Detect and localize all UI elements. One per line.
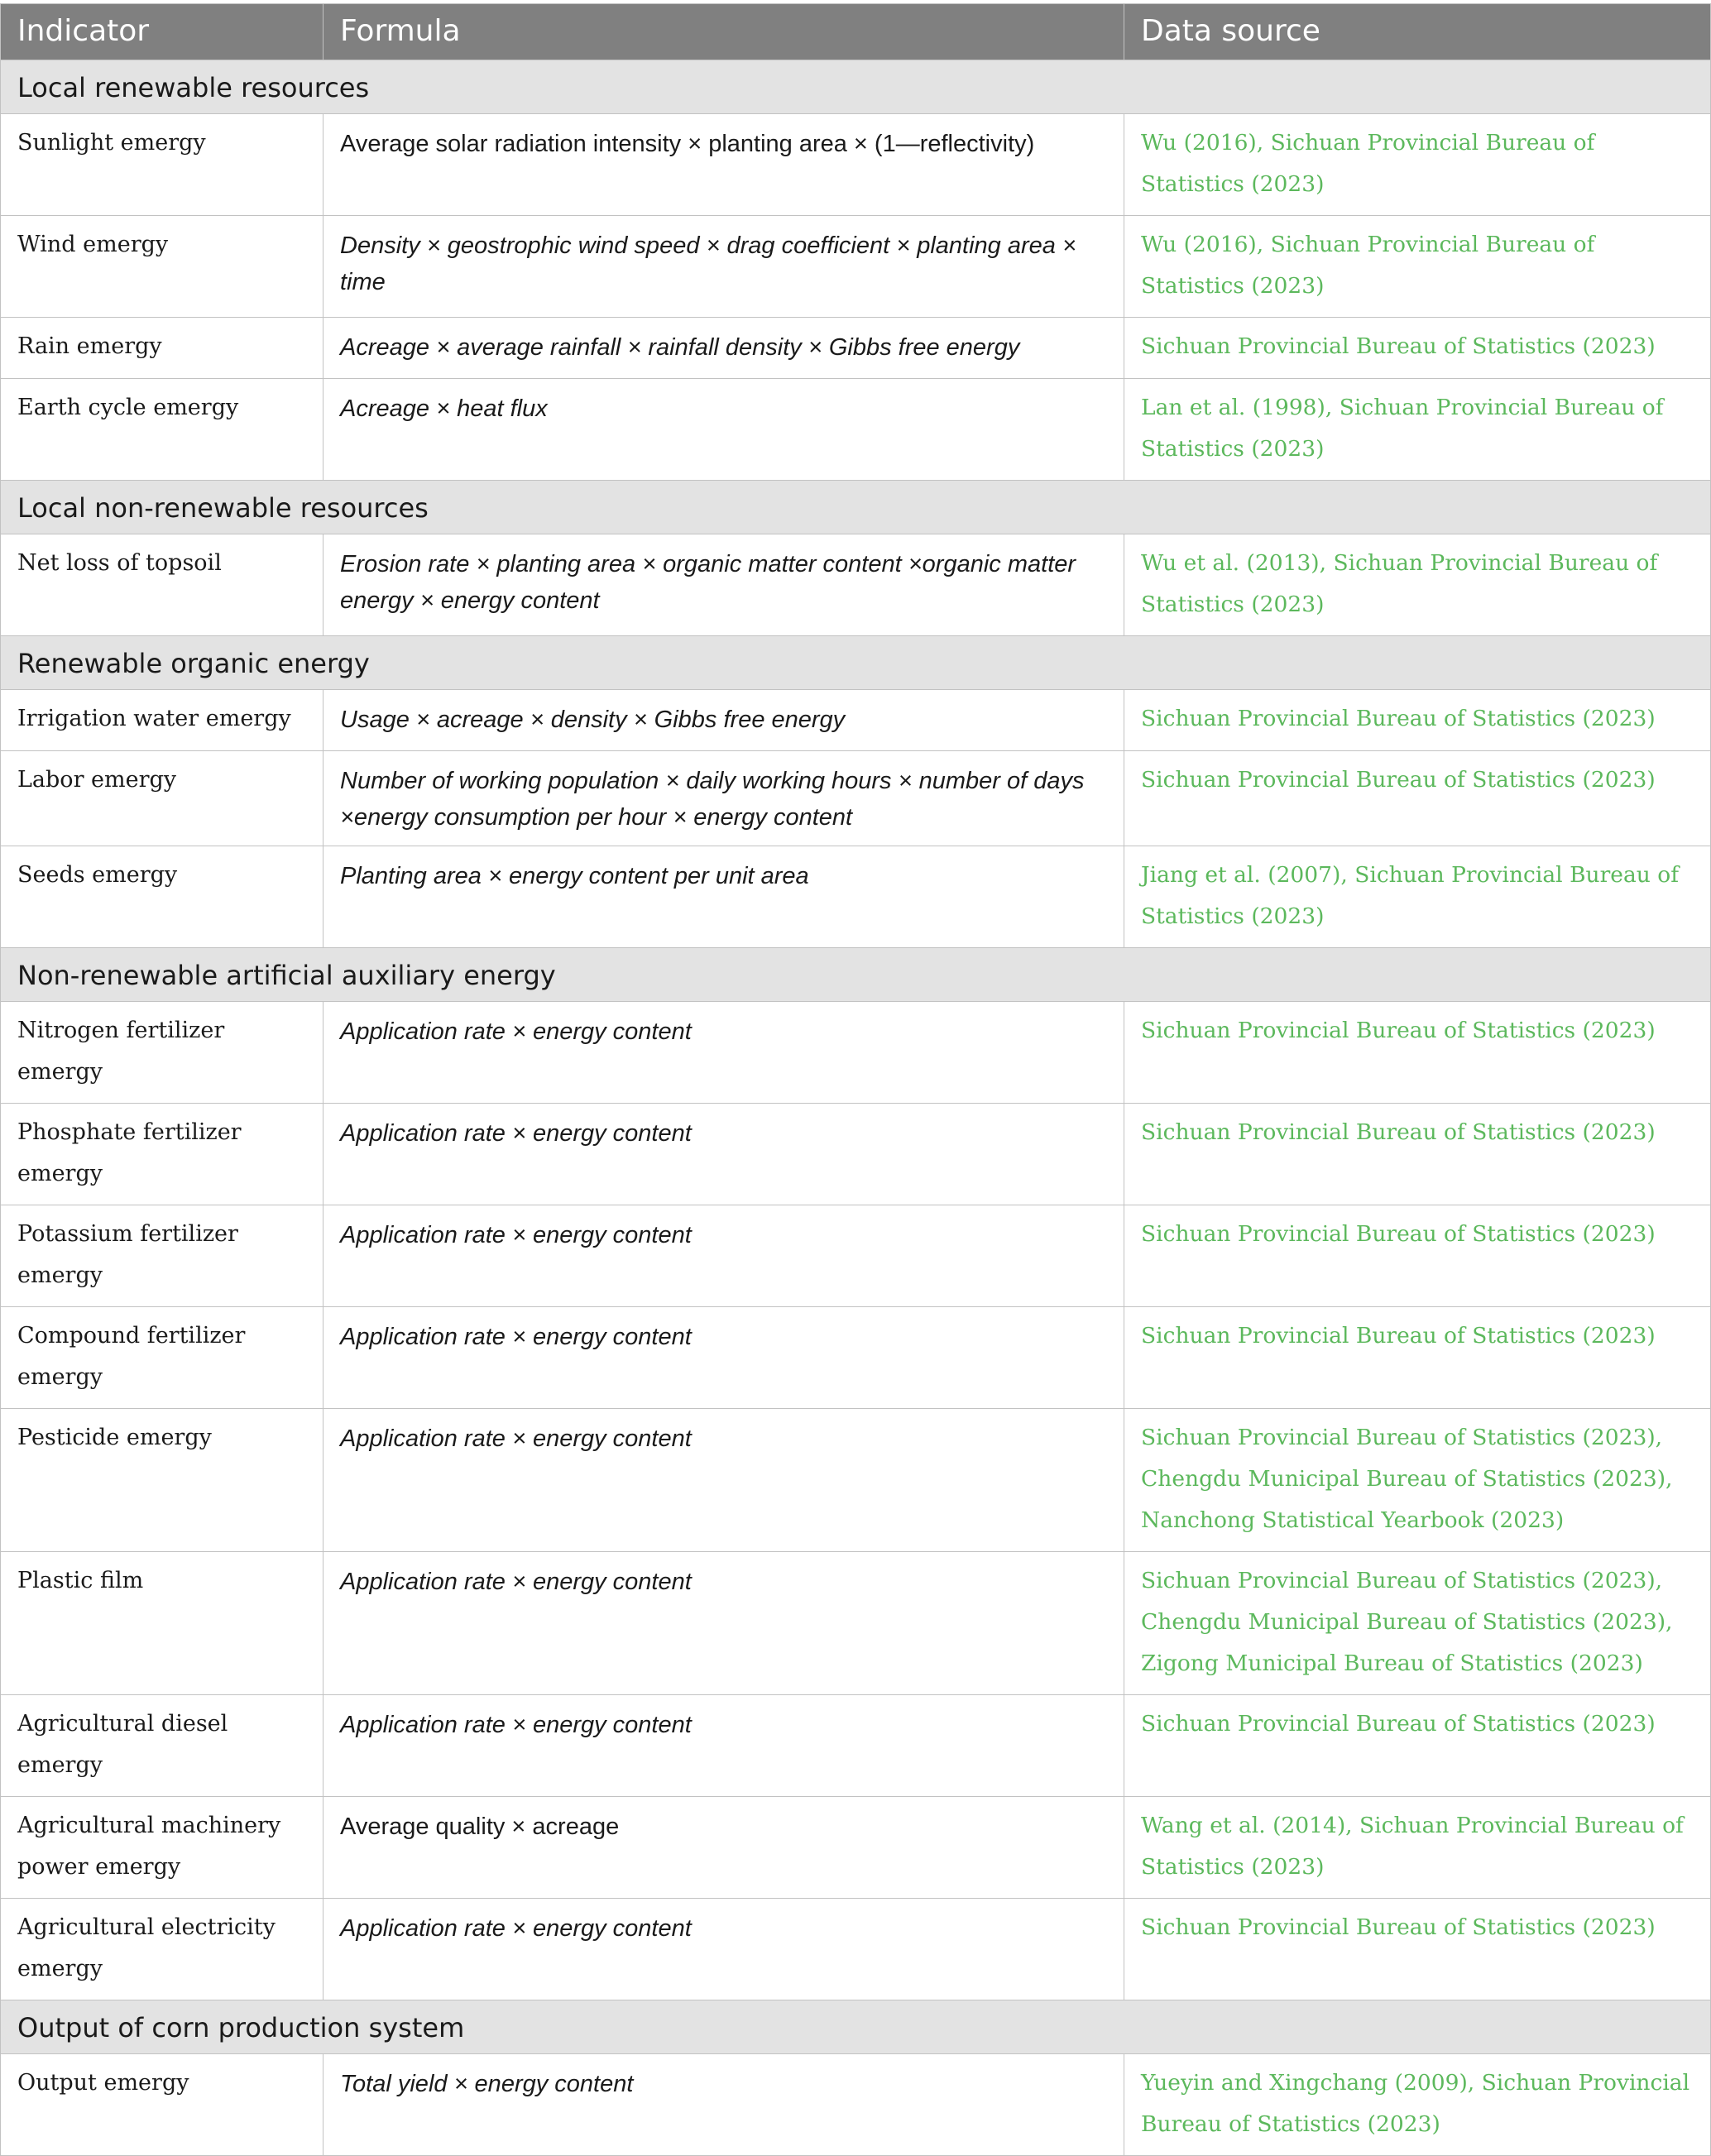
formula-cell: Acreage × heat flux xyxy=(324,379,1124,481)
indicator-cell: Nitrogen fertilizer emergy xyxy=(1,1002,324,1104)
formula-cell: Application rate × energy content xyxy=(324,1002,1124,1104)
source-link[interactable]: Sichuan Provincial Bureau of Statistics (2023) xyxy=(1124,1104,1711,1205)
source-link[interactable]: Sichuan Provincial Bureau of Statistics (2023) xyxy=(1124,1899,1711,2000)
formula-cell: Application rate × energy content xyxy=(324,1104,1124,1205)
formula-cell: Planting area × energy content per unit area xyxy=(324,846,1124,948)
table-row xyxy=(1,1002,1711,1104)
section-row xyxy=(1,948,1711,1002)
table-row xyxy=(1,318,1711,379)
indicator-cell: Agricultural machinery power emergy xyxy=(1,1797,324,1899)
source-link[interactable]: Sichuan Provincial Bureau of Statistics (2023) xyxy=(1124,1205,1711,1307)
formula-cell: Application rate × energy content xyxy=(324,1899,1124,2000)
table-row xyxy=(1,1409,1711,1552)
header-row xyxy=(1,4,1711,60)
indicator-cell: Output emergy xyxy=(1,2054,324,2156)
formula-cell: Application rate × energy content xyxy=(324,1695,1124,1797)
section-row xyxy=(1,636,1711,690)
source-link[interactable]: Wang et al. (2014), Sichuan Provincial Bureau of Statistics (2023) xyxy=(1124,1797,1711,1899)
column-header-indicator: Indicator xyxy=(1,4,324,60)
formula-cell: Total yield × energy content xyxy=(324,2054,1124,2156)
source-link[interactable]: Sichuan Provincial Bureau of Statistics (2023) xyxy=(1124,690,1711,751)
table-row xyxy=(1,1695,1711,1797)
formula-cell: Average solar radiation intensity × planting area × (1—reflectivity) xyxy=(324,114,1124,216)
section-title: Local non-renewable resources xyxy=(1,481,1711,534)
section-title: Renewable organic energy xyxy=(1,636,1711,690)
formula-cell: Application rate × energy content xyxy=(324,1307,1124,1409)
formula-cell: Usage × acreage × density × Gibbs free energy xyxy=(324,690,1124,751)
table-row xyxy=(1,751,1711,846)
indicator-cell: Pesticide emergy xyxy=(1,1409,324,1552)
table-row xyxy=(1,379,1711,481)
table-row xyxy=(1,216,1711,318)
table-body xyxy=(1,60,1711,2156)
source-link[interactable]: Jiang et al. (2007), Sichuan Provincial Bureau of Statistics (2023) xyxy=(1124,846,1711,948)
section-row xyxy=(1,481,1711,534)
table-row xyxy=(1,2054,1711,2156)
indicator-cell: Sunlight emergy xyxy=(1,114,324,216)
table-row xyxy=(1,1307,1711,1409)
source-link[interactable]: Sichuan Provincial Bureau of Statistics (2023), Chengdu Municipal Bureau of Statistics (2023), Nanchong Statistical Yearbook (2023) xyxy=(1124,1409,1711,1552)
table-row xyxy=(1,1899,1711,2000)
indicator-cell: Wind emergy xyxy=(1,216,324,318)
table-header xyxy=(1,4,1711,60)
formula-cell: Density × geostrophic wind speed × drag coefficient × planting area × time xyxy=(324,216,1124,318)
formula-cell: Acreage × average rainfall × rainfall density × Gibbs free energy xyxy=(324,318,1124,379)
indicator-cell: Plastic film xyxy=(1,1552,324,1695)
indicator-cell: Seeds emergy xyxy=(1,846,324,948)
column-header-formula: Formula xyxy=(324,4,1124,60)
source-link[interactable]: Wu et al. (2013), Sichuan Provincial Bureau of Statistics (2023) xyxy=(1124,534,1711,636)
table-row xyxy=(1,1104,1711,1205)
table-row xyxy=(1,690,1711,751)
section-title: Non-renewable artificial auxiliary energy xyxy=(1,948,1711,1002)
indicator-cell: Earth cycle emergy xyxy=(1,379,324,481)
section-title: Output of corn production system xyxy=(1,2000,1711,2054)
source-link[interactable]: Sichuan Provincial Bureau of Statistics (2023) xyxy=(1124,1002,1711,1104)
formula-cell: Application rate × energy content xyxy=(324,1205,1124,1307)
source-link[interactable]: Lan et al. (1998), Sichuan Provincial Bureau of Statistics (2023) xyxy=(1124,379,1711,481)
formula-cell: Application rate × energy content xyxy=(324,1552,1124,1695)
table-row xyxy=(1,1552,1711,1695)
source-link[interactable]: Wu (2016), Sichuan Provincial Bureau of Statistics (2023) xyxy=(1124,114,1711,216)
source-link[interactable]: Sichuan Provincial Bureau of Statistics (2023), Chengdu Municipal Bureau of Statistics (2023), Zigong Municipal Bureau of Statistics (2023) xyxy=(1124,1552,1711,1695)
source-link[interactable]: Wu (2016), Sichuan Provincial Bureau of Statistics (2023) xyxy=(1124,216,1711,318)
indicator-cell: Irrigation water emergy xyxy=(1,690,324,751)
indicator-cell: Compound fertilizer emergy xyxy=(1,1307,324,1409)
formula-cell: Erosion rate × planting area × organic matter content ×organic matter energy × energy content xyxy=(324,534,1124,636)
section-row xyxy=(1,60,1711,114)
source-link[interactable]: Sichuan Provincial Bureau of Statistics (2023) xyxy=(1124,318,1711,379)
table-row xyxy=(1,114,1711,216)
indicator-cell: Agricultural diesel emergy xyxy=(1,1695,324,1797)
section-title: Local renewable resources xyxy=(1,60,1711,114)
table-row xyxy=(1,534,1711,636)
formula-cell: Application rate × energy content xyxy=(324,1409,1124,1552)
source-link[interactable]: Yueyin and Xingchang (2009), Sichuan Provincial Bureau of Statistics (2023) xyxy=(1124,2054,1711,2156)
indicator-cell: Potassium fertilizer emergy xyxy=(1,1205,324,1307)
indicator-cell: Phosphate fertilizer emergy xyxy=(1,1104,324,1205)
table-row xyxy=(1,1205,1711,1307)
indicator-cell: Rain emergy xyxy=(1,318,324,379)
source-link[interactable]: Sichuan Provincial Bureau of Statistics (2023) xyxy=(1124,1695,1711,1797)
source-link[interactable]: Sichuan Provincial Bureau of Statistics (2023) xyxy=(1124,751,1711,846)
table-row xyxy=(1,846,1711,948)
formula-cell: Average quality × acreage xyxy=(324,1797,1124,1899)
table-row xyxy=(1,1797,1711,1899)
formula-cell: Number of working population × daily working hours × number of days ×energy consumption per hour × energy content xyxy=(324,751,1124,846)
indicator-cell: Labor emergy xyxy=(1,751,324,846)
column-header-data-source: Data source xyxy=(1124,4,1711,60)
source-link[interactable]: Sichuan Provincial Bureau of Statistics (2023) xyxy=(1124,1307,1711,1409)
indicator-cell: Net loss of topsoil xyxy=(1,534,324,636)
section-row xyxy=(1,2000,1711,2054)
indicator-cell: Agricultural electricity emergy xyxy=(1,1899,324,2000)
emergy-indicator-table xyxy=(0,3,1711,2156)
